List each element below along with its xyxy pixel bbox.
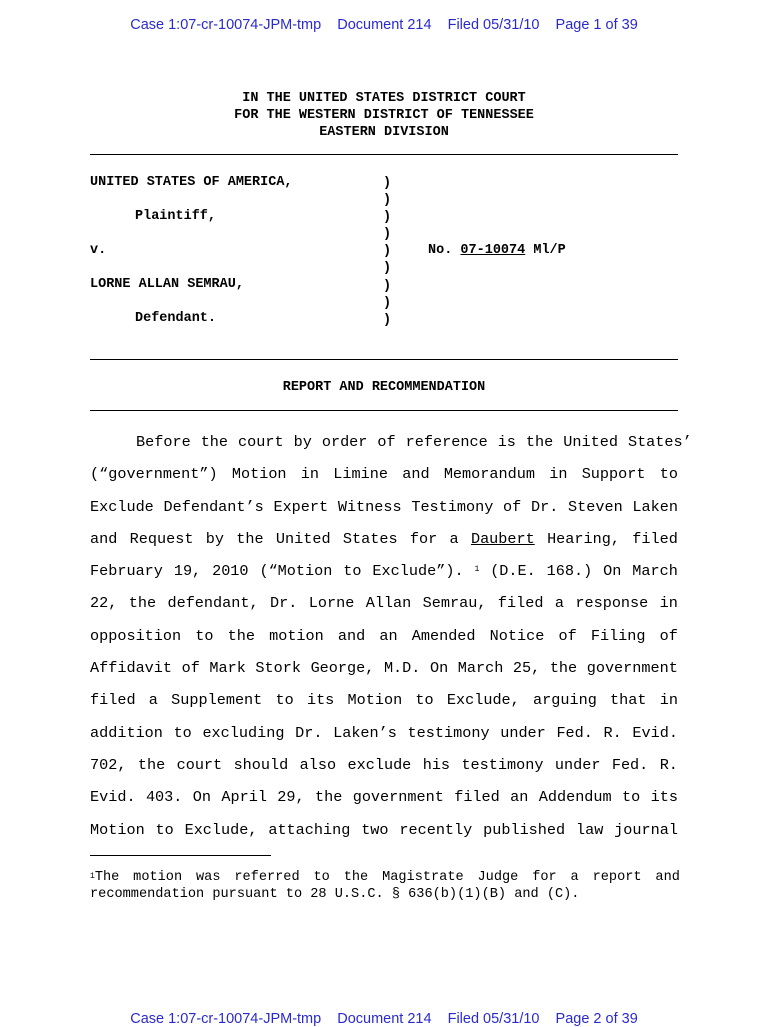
word: a [148, 691, 158, 710]
word: to [173, 723, 192, 742]
word: also [299, 755, 337, 774]
word: referred [234, 870, 300, 885]
footnote-first-word [90, 870, 119, 887]
word: Defendant’s [163, 497, 264, 516]
word: of [503, 497, 522, 516]
court-heading [90, 90, 678, 141]
word: and [402, 465, 430, 484]
footnote [90, 870, 680, 903]
word: in [659, 594, 678, 613]
word: Motion [347, 691, 403, 710]
word: by [205, 529, 224, 548]
body-line [90, 684, 678, 716]
filed-date: Filed 05/31/10 [447, 17, 540, 33]
document-title: REPORT AND RECOMMENDATION [282, 380, 486, 395]
word: Before [136, 433, 191, 451]
word: Supplement [171, 691, 263, 710]
word: Fed. [611, 755, 649, 774]
word: the [236, 529, 264, 548]
word: to [659, 465, 678, 484]
word: opposition [90, 626, 182, 645]
word: On [603, 562, 622, 581]
word: R. [659, 755, 678, 774]
case-id: Case 1:07-cr-10074-JPM-tmp [130, 17, 322, 33]
word: in [300, 465, 320, 484]
word: On [429, 659, 449, 678]
word: the [525, 433, 554, 451]
defendant-role: Defendant. [135, 311, 217, 326]
word: Affidavit [90, 659, 173, 678]
word: United [275, 529, 331, 548]
paren: ) [383, 193, 392, 209]
word: Amended [411, 626, 476, 645]
word: States’ [627, 433, 692, 451]
word: Laken’s [333, 723, 397, 742]
word: Motion [90, 820, 145, 839]
page-number: Page 2 of 39 [555, 1011, 638, 1027]
word: testimony [461, 755, 544, 774]
word: Exclude [90, 497, 154, 516]
word: Memorandum [443, 465, 535, 484]
word: Dr. [270, 594, 298, 613]
word: to [195, 626, 214, 645]
word: attaching [268, 820, 351, 839]
court-line-2: FOR THE WESTERN DISTRICT OF TENNESSEE [234, 108, 534, 123]
word: March [632, 562, 678, 581]
word: the [137, 755, 166, 774]
paren: ) [383, 176, 392, 191]
page-number: Page 1 of 39 [555, 17, 638, 33]
word: and [337, 626, 366, 645]
paren: ) [383, 210, 392, 226]
word: motion [269, 626, 324, 645]
word: law [575, 820, 604, 839]
word: the [128, 594, 157, 613]
word: (D.E. [490, 562, 536, 581]
word: of [659, 626, 678, 645]
word: arguing [533, 691, 597, 710]
body-line [90, 717, 678, 749]
word: Witness [337, 497, 402, 516]
court-line-3: EASTERN DIVISION [319, 125, 449, 140]
word: R. [603, 723, 622, 742]
case-prefix: No. [428, 243, 453, 258]
word: was [196, 870, 221, 885]
word: to [343, 562, 362, 581]
word: response [575, 594, 649, 613]
word: order [321, 433, 368, 451]
daubert-citation: Daubert [470, 529, 535, 548]
word: and [90, 529, 118, 548]
word: the [227, 626, 255, 645]
word: a [449, 529, 459, 548]
word: Request [129, 529, 194, 548]
word: of [558, 626, 577, 645]
word: Dr. [530, 497, 559, 516]
word: Support [581, 465, 646, 484]
plaintiff-name: UNITED STATES OF AMERICA, [90, 175, 293, 190]
document-number: Document 214 [337, 17, 432, 33]
word: George, [310, 659, 375, 678]
caption-parentheses [383, 175, 391, 329]
word: reference [405, 433, 488, 451]
case-suffix: Ml/P [533, 243, 566, 258]
word: testimony [407, 723, 490, 742]
word: excluding [202, 723, 285, 742]
word: the [343, 870, 369, 885]
word: Judge [477, 870, 519, 885]
body-line [90, 749, 678, 781]
word: Magistrate [382, 870, 464, 885]
word: Notice [489, 626, 545, 645]
paren: ) [383, 295, 392, 311]
footnote-word: The [94, 870, 120, 885]
word: filed [632, 529, 678, 548]
footnote-line: recommendation pursuant to 28 U.S.C. § 636(b)(1)(B) and (C). [90, 886, 580, 902]
body-line [90, 814, 678, 846]
word: Limine [333, 465, 388, 484]
footnote-marker: 1 [90, 872, 95, 881]
word: the [200, 433, 229, 451]
word: in [549, 465, 568, 484]
word: an [379, 626, 398, 645]
word: under [554, 755, 601, 774]
word: 403. [145, 788, 183, 807]
word: two [361, 820, 389, 839]
word: March [457, 659, 504, 678]
word: to [275, 691, 294, 710]
plaintiff-role: Plaintiff, [135, 209, 217, 224]
word: addition [90, 723, 163, 742]
divider [90, 410, 678, 411]
body-text [90, 426, 692, 846]
filing-header [0, 17, 768, 33]
defendant-name: LORNE ALLAN SEMRAU, [90, 277, 244, 292]
word: filed [497, 594, 544, 613]
filing-footer [0, 1011, 768, 1027]
footnote-divider [90, 855, 271, 856]
case-number [428, 243, 566, 258]
filed-date: Filed 05/31/10 [447, 1011, 540, 1027]
word: a [554, 594, 564, 613]
body-line [90, 652, 678, 684]
word: report [592, 870, 642, 885]
word: recently [399, 820, 473, 839]
word: an [510, 788, 529, 807]
word: On [192, 788, 211, 807]
word: the [315, 788, 343, 807]
court-line-1: IN THE UNITED STATES DISTRICT COURT [242, 91, 526, 106]
body-line [90, 458, 678, 490]
body-line [90, 523, 678, 555]
word: 702, [90, 755, 127, 774]
word: Testimony [411, 497, 494, 516]
word: Mark [209, 659, 246, 678]
paren: ) [383, 261, 392, 277]
word: motion [133, 870, 183, 885]
word: exclude [347, 755, 412, 774]
word: 168.) [546, 562, 593, 581]
word: Dr. [295, 723, 323, 742]
word: is [497, 433, 516, 451]
word: Lorne [308, 594, 355, 613]
word: of [377, 433, 396, 451]
word: Filing [590, 626, 646, 645]
word: should [233, 755, 289, 774]
word: filed [454, 788, 500, 807]
word: April [221, 788, 267, 807]
case-id: Case 1:07-cr-10074-JPM-tmp [130, 1011, 322, 1027]
word: its [650, 788, 678, 807]
body-line [90, 426, 692, 458]
word: Exclude, [446, 691, 520, 710]
word: February [90, 562, 163, 581]
word: to [415, 691, 434, 710]
word: Motion [231, 465, 287, 484]
word: Expert [273, 497, 329, 516]
word: 25, [512, 659, 541, 678]
divider [90, 154, 678, 155]
word: Exclude”). [372, 562, 464, 581]
word: Addendum [538, 788, 612, 807]
word: government [586, 659, 678, 678]
paren: ) [383, 244, 392, 260]
word: of [181, 659, 200, 678]
word: Evid. [90, 788, 136, 807]
word: Semrau, [422, 594, 487, 613]
word: Evid. [632, 723, 678, 742]
word: court [238, 433, 284, 451]
word: for [409, 529, 438, 548]
word: by [293, 433, 312, 451]
case-number-value: 07-10074 [460, 243, 526, 258]
word: (“Motion [259, 562, 333, 581]
document-number: Document 214 [337, 1011, 432, 1027]
word: Exclude, [184, 820, 258, 839]
word: United [563, 433, 618, 451]
word: in [659, 691, 678, 710]
body-line [90, 587, 678, 619]
word: 22, [90, 594, 118, 613]
word: Steven [568, 497, 623, 516]
word: its [306, 691, 335, 710]
word: Hearing, [547, 529, 620, 548]
word: to [313, 870, 330, 885]
word: Laken [632, 497, 678, 516]
word: Stork [255, 659, 301, 678]
paren: ) [383, 227, 392, 243]
versus: v. [90, 243, 107, 258]
word: and [655, 870, 680, 885]
body-line [90, 620, 678, 652]
word: 29, [277, 788, 305, 807]
word: 19, [173, 562, 202, 581]
word: defendant, [167, 594, 259, 613]
word: (“government”) [90, 465, 218, 484]
word: filed [90, 691, 136, 710]
word: 2010 [212, 562, 249, 581]
word: M.D. [383, 659, 421, 678]
word: his [422, 755, 451, 774]
word: court [176, 755, 223, 774]
word: Allan [365, 594, 412, 613]
word: Fed. [556, 723, 593, 742]
word: the [549, 659, 578, 678]
word: published [483, 820, 566, 839]
footnote-line [90, 870, 680, 887]
word: a [570, 870, 579, 885]
word: government [352, 788, 444, 807]
divider [90, 359, 678, 360]
paren: ) [383, 312, 392, 328]
word: to [155, 820, 174, 839]
word: under [500, 723, 546, 742]
word: States [342, 529, 398, 548]
body-line [90, 781, 678, 813]
word: to [622, 788, 641, 807]
word: journal [614, 820, 678, 839]
footnote-ref: 1 [474, 565, 480, 575]
body-line [90, 555, 678, 587]
paren: ) [383, 278, 392, 294]
word: for [532, 870, 557, 885]
body-line [90, 491, 678, 523]
word: that [610, 691, 647, 710]
